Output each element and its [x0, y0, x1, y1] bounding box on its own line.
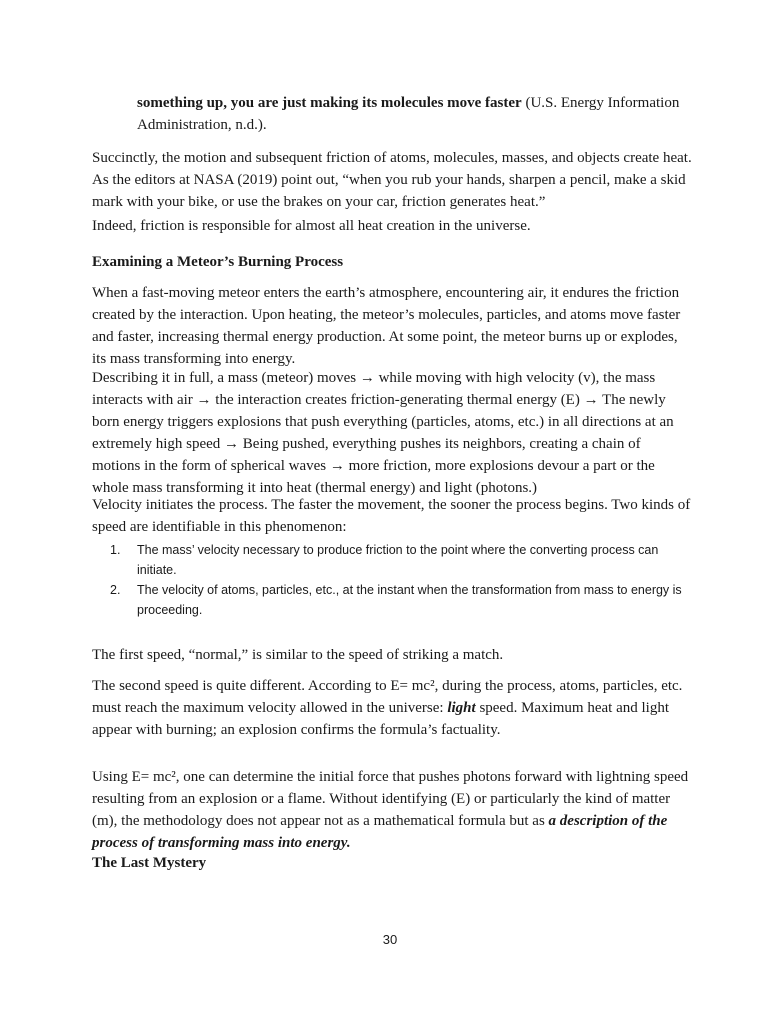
paragraph-first-speed: The first speed, “normal,” is similar to the speed of striking a match. [92, 647, 504, 663]
speed-list [110, 540, 700, 620]
list-item-number: 1. [110, 543, 121, 557]
list-item-number: 2. [110, 583, 121, 597]
paragraph-meteor-entry: When a fast-moving meteor enters the earth’s atmosphere, encountering air, it endures the friction created by the interaction. Upon heating, the meteor’s molecules, particles, and atoms move faster and faster, increasing thermal energy production. At some point, the meteor burns up or explodes, its mass transforming into energy. [92, 285, 681, 367]
emphasis-light: light [447, 700, 476, 716]
section-heading-meteor: Examining a Meteor’s Burning Process [92, 254, 344, 270]
list-item-text: The mass’ velocity necessary to produce friction to the point where the converting process can initiate. [137, 543, 659, 577]
list-item [110, 580, 700, 620]
paragraph-meteor-full-description: Describing it in full, a mass (meteor) moves → while moving with high velocity (v), the mass interacts with air → the interaction creates friction-generating thermal energy (E) → The newly born energy triggers explosions that push everything (particles, atoms, etc.) in all directions at an extremely high speed → Being pushed, everything pushes its neighbors, creating a chain of motions in the form of spherical waves → more friction, more explosions devour a part or the whole mass transforming it into heat (thermal energy) and light (photons.) [92, 370, 674, 496]
paragraph-using-formula [92, 766, 692, 854]
page-number: 30 [382, 932, 398, 947]
paragraph-velocity: Velocity initiates the process. The faster the movement, the sooner the process begins. Two kinds of speed are identifiable in this phenomenon: [92, 497, 691, 535]
paragraph-friction-heat: Succinctly, the motion and subsequent friction of atoms, molecules, masses, and objects create heat. As the editors at NASA (2019) point out, “when you rub your hands, sharpen a pencil, make a skid mark with your bike, or use the brakes on your car, friction generates heat.” [92, 150, 692, 210]
second-speed-text: The second speed is quite different. According to E= mc², during the process, atoms, particles, etc. must reach the maximum velocity allowed in the universe: [92, 678, 683, 716]
paragraph-friction-universe: Indeed, friction is responsible for almost all heat creation in the universe. [92, 218, 531, 234]
second-speed-text-end: speed. Maximum heat and light appear with burning; an explosion confirms the formula’s factuality. [92, 700, 669, 738]
block-quote-ending [137, 92, 697, 136]
list-item-text: The velocity of atoms, particles, etc., at the instant when the transformation from mass to energy is proceeding. [137, 583, 682, 617]
emphasis-description: a description of the process of transforming mass into energy. [92, 813, 668, 851]
paragraph-second-speed [92, 675, 692, 741]
section-heading-last-mystery: The Last Mystery [92, 855, 207, 871]
quote-bold-text: something up, you are just making its molecules move faster [137, 95, 522, 111]
list-item [110, 540, 700, 580]
formula-text: Using E= mc², one can determine the initial force that pushes photons forward with lightning speed resulting from an explosion or a flame. Without identifying (E) or particularly the kind of matter (m), the methodology does not appear not as a mathematical formula but as [92, 769, 689, 829]
quote-citation: (U.S. Energy Information Administration, n.d.). [137, 95, 680, 133]
